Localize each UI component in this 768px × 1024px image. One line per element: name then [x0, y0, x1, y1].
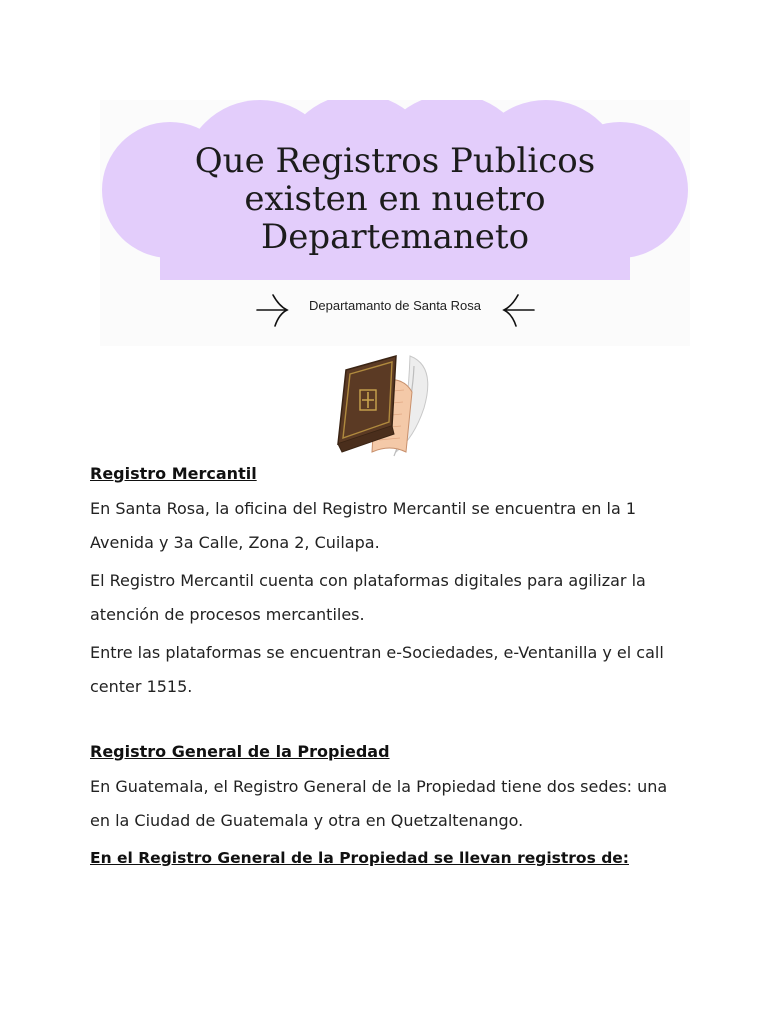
paragraph: En Guatemala, el Registro General de la Propiedad tiene dos sedes: una en la Ciudad de Guatemala y otra en Quetzaltenango.	[90, 777, 668, 830]
document-body	[90, 460, 680, 872]
paragraph: Entre las plataformas se encuentran e-Sociedades, e-Ventanilla y el call center 1515.	[90, 643, 664, 696]
banner-title-line-3: Departemaneto	[260, 217, 530, 257]
banner-title-line-2: existen en nuetro	[244, 179, 546, 219]
banner-title	[100, 142, 690, 256]
arrow-left-icon	[502, 292, 536, 328]
paragraph: En Santa Rosa, la oficina del Registro Mercantil se encuentra en la 1 Avenida y 3a Calle, Zona 2, Cuilapa.	[90, 499, 637, 552]
title-banner	[100, 100, 690, 346]
spacer	[90, 704, 680, 738]
book-with-quill-icon	[332, 352, 436, 460]
paragraph: El Registro Mercantil cuenta con plataformas digitales para agilizar la atención de procesos mercantiles.	[90, 571, 646, 624]
banner-subtitle: Departamanto de Santa Rosa	[309, 298, 481, 313]
list-intro-heading: En el Registro General de la Propiedad se llevan registros de:	[90, 849, 629, 867]
section-heading-registro-general-propiedad: Registro General de la Propiedad	[90, 742, 390, 761]
section-heading-registro-mercantil: Registro Mercantil	[90, 464, 257, 483]
banner-title-line-1: Que Registros Publicos	[194, 141, 596, 181]
